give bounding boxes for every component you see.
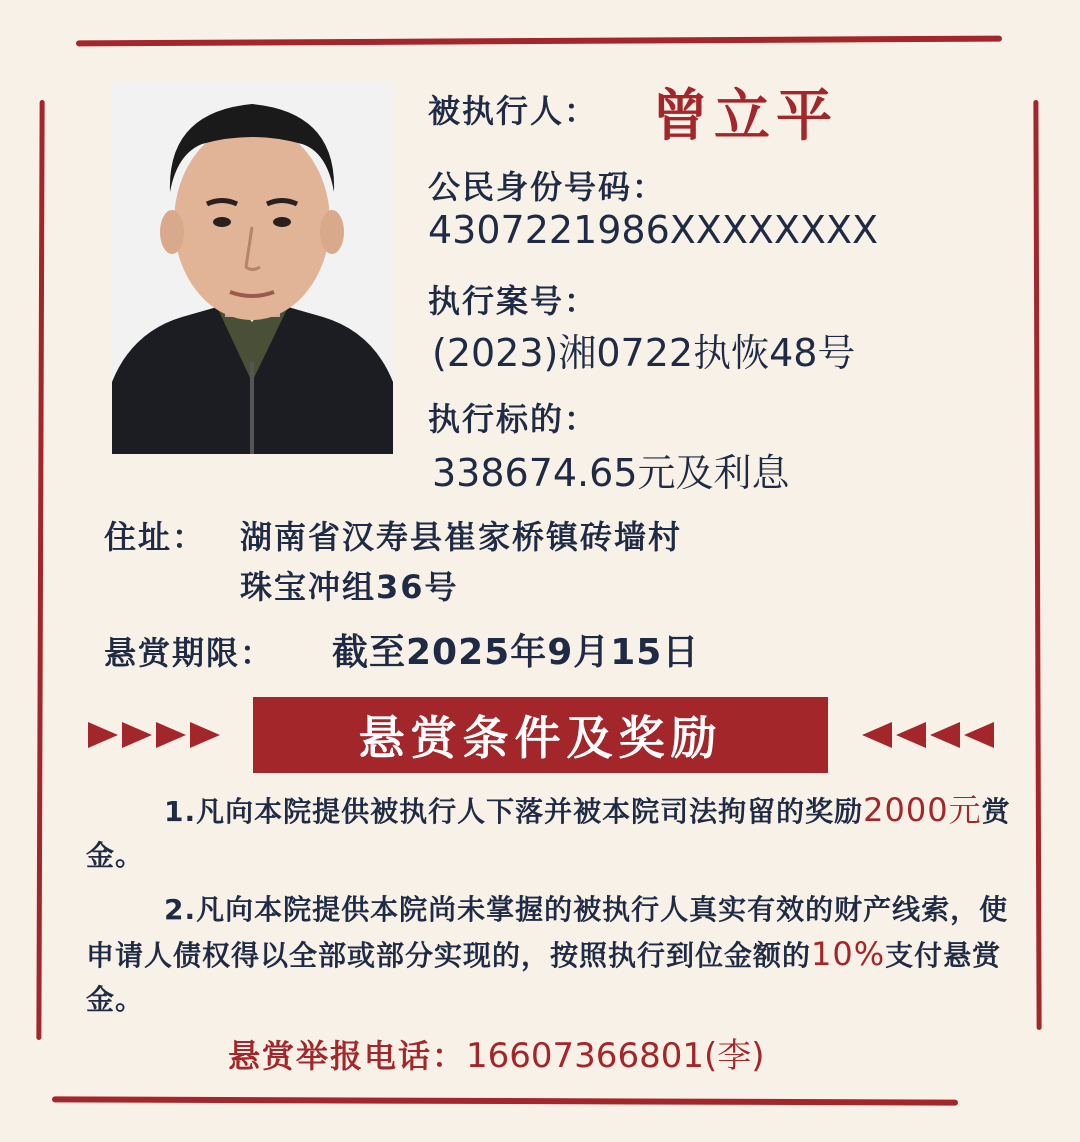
person-photo xyxy=(112,82,393,454)
chevron-right-icon xyxy=(156,722,186,748)
person-name: 曾立平 xyxy=(652,84,838,149)
reward-condition-2 xyxy=(86,888,1016,1022)
bottom-border xyxy=(52,1096,958,1105)
chevron-right-icon xyxy=(88,722,118,748)
chevron-right-icon xyxy=(190,722,220,748)
chevron-left-icon xyxy=(930,722,960,748)
target-amount-label: 执行标的： xyxy=(428,400,599,438)
chevron-left-icon xyxy=(964,722,994,748)
id-number-value: 4307221986XXXXXXXX xyxy=(428,208,879,252)
reward-banner: 悬赏条件及奖励 xyxy=(253,697,828,773)
chevron-right-icon xyxy=(122,722,152,748)
left-border xyxy=(36,100,44,1040)
top-border xyxy=(76,36,1002,47)
contact-label: 悬赏举报电话： xyxy=(228,1037,467,1075)
reward-condition-1 xyxy=(86,788,1016,878)
address-label: 住址： xyxy=(104,518,207,556)
contact-phone[interactable]: 16607366801(李) xyxy=(466,1036,765,1076)
target-amount-value: 338674.65元及利息 xyxy=(432,451,790,495)
condition-text-end: 支付悬赏金。 xyxy=(86,939,1002,1016)
condition-highlight: 2000元 xyxy=(863,791,982,829)
address-line-2: 珠宝冲组36号 xyxy=(240,568,459,606)
case-number-label: 执行案号： xyxy=(428,282,599,320)
left-chevron-decoration xyxy=(88,722,220,748)
case-number-value: (2023)湘0722执恢48号 xyxy=(432,331,856,375)
name-label: 被执行人： xyxy=(428,92,599,130)
address-line-1: 湖南省汉寿县崔家桥镇砖墙村 xyxy=(240,518,683,556)
deadline-label: 悬赏期限： xyxy=(104,634,275,672)
chevron-left-icon xyxy=(862,722,892,748)
condition-text-end: 赏金。 xyxy=(86,795,1011,872)
chevron-left-icon xyxy=(896,722,926,748)
condition-text: 2.凡向本院提供本院尚未掌握的被执行人真实有效的财产线索，使申请人债权得以全部或部分实现的，按照执行到位金额的 xyxy=(86,893,1009,972)
contact-line xyxy=(228,1028,765,1077)
right-border xyxy=(1033,100,1041,1030)
deadline-value: 截至2025年9月15日 xyxy=(332,632,700,673)
right-chevron-decoration xyxy=(862,722,994,748)
id-number-label: 公民身份号码： xyxy=(428,168,667,206)
condition-text: 1.凡向本院提供被执行人下落并被本院司法拘留的奖励 xyxy=(164,795,864,828)
condition-highlight: 10% xyxy=(811,935,886,973)
